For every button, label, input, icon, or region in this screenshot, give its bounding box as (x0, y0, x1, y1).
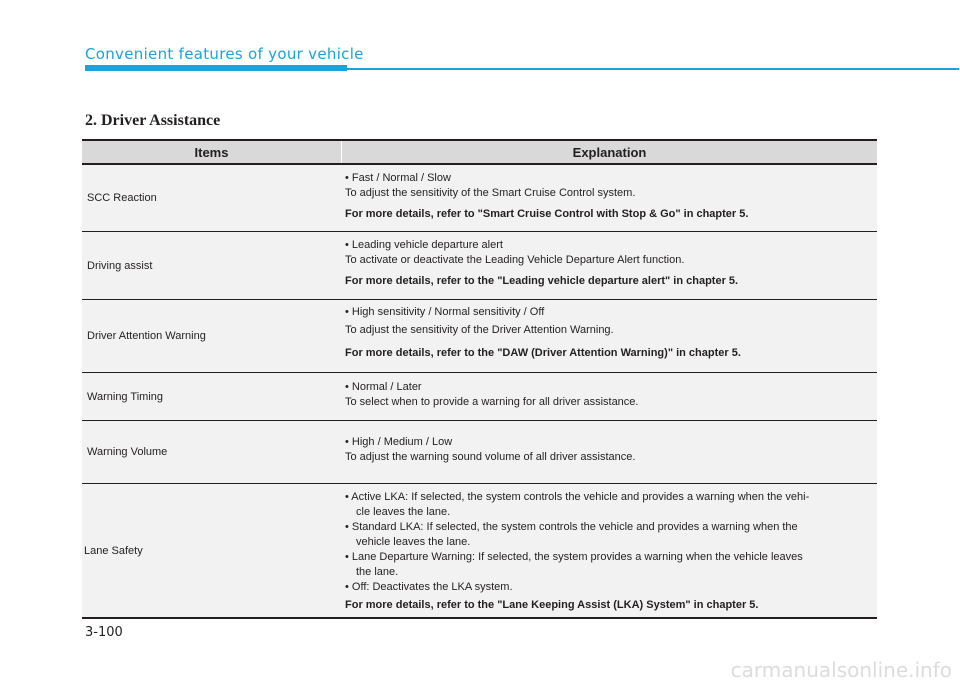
option-line-continued: the lane. (356, 566, 399, 578)
item-explanation (341, 165, 877, 231)
option-line: • Leading vehicle departure alert (345, 239, 503, 251)
driver-assistance-table (82, 139, 877, 619)
reference-note: For more details, refer to the "Leading vehicle departure alert" in chapter 5. (345, 275, 739, 287)
item-explanation (341, 484, 877, 617)
description-line: To select when to provide a warning for all driver assistance. (345, 396, 639, 408)
item-name: SCC Reaction (87, 192, 157, 204)
reference-note: For more details, refer to "Smart Cruise Control with Stop & Go" in chapter 5. (345, 208, 749, 220)
section-title: 2. Driver Assistance (85, 112, 221, 129)
item-name: Warning Timing (87, 390, 164, 403)
table-row (82, 300, 877, 373)
item-explanation (341, 300, 877, 372)
item-explanation (341, 373, 877, 420)
option-line: • Fast / Normal / Slow (345, 172, 451, 184)
reference-note: For more details, refer to the "Lane Keeping Assist (LKA) System" in chapter 5. (345, 599, 759, 611)
item-name: Driving assist (87, 259, 153, 272)
item-name: Warning Volume (87, 446, 168, 458)
option-line: • Off: Deactivates the LKA system. (345, 581, 513, 593)
description-line: To adjust the sensitivity of the Driver Attention Warning. (345, 324, 614, 336)
chapter-title: Convenient features of your vehicle (85, 45, 364, 63)
option-line: • Standard LKA: If selected, the system controls the vehicle and provides a warning when the (345, 521, 798, 533)
item-name: Driver Attention Warning (87, 330, 206, 342)
table-row (82, 484, 877, 619)
description-line: To adjust the sensitivity of the Smart Cruise Control system. (345, 187, 636, 199)
reference-note: For more details, refer to the "DAW (Driver Attention Warning)" in chapter 5. (345, 347, 741, 359)
header-accent-bar (85, 65, 347, 71)
item-explanation (341, 232, 877, 299)
table-row (82, 421, 877, 484)
watermark: carmanualsonline.info (730, 658, 952, 682)
table-row (82, 373, 877, 421)
table-row (82, 232, 877, 300)
item-explanation (341, 421, 877, 483)
option-line: • Lane Departure Warning: If selected, the system provides a warning when the vehicle leaves (345, 551, 803, 563)
page-number: 3-100 (85, 625, 123, 640)
table-header (82, 141, 877, 165)
table-row (82, 165, 877, 232)
option-line: • Normal / Later (345, 381, 422, 393)
option-line-continued: cle leaves the lane. (356, 506, 451, 518)
option-line-continued: vehicle leaves the lane. (356, 536, 471, 548)
description-line: To adjust the warning sound volume of all driver assistance. (345, 451, 636, 463)
item-name: Lane Safety (84, 544, 143, 557)
option-line: • Active LKA: If selected, the system controls the vehicle and provides a warning when the vehi- (345, 491, 810, 503)
description-line: To activate or deactivate the Leading Vehicle Departure Alert function. (345, 254, 685, 266)
header-rule (347, 68, 959, 70)
option-line: • High sensitivity / Normal sensitivity / Off (345, 306, 545, 318)
column-header-items: Items (82, 141, 342, 163)
column-header-explanation: Explanation (572, 144, 647, 160)
option-line: • High / Medium / Low (345, 436, 453, 448)
